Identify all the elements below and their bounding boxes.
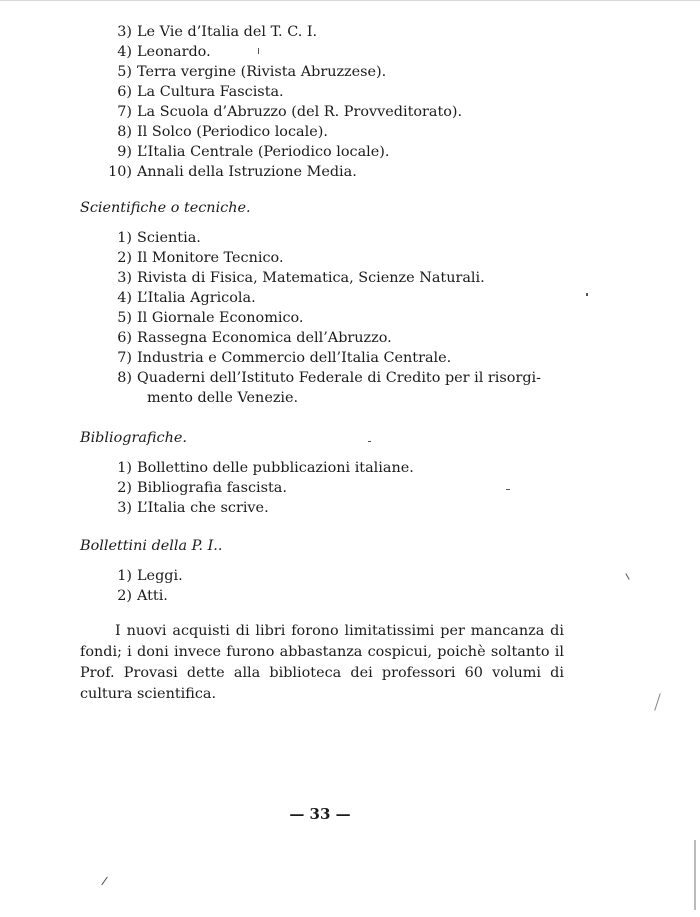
list-item [0,142,700,162]
item-title: Il Solco (Periodico locale). [137,124,328,140]
item-number: 5) [117,64,132,80]
item-title: Rivista di Fisica, Matematica, Scienze Naturali. [137,270,485,286]
item-title: Il Monitore Tecnico. [137,250,284,266]
item-number: 3) [117,24,132,40]
list-item [0,22,700,42]
item-title: Rassegna Economica dell’Abruzzo. [137,330,392,346]
item-number: 9) [117,144,132,160]
scan-speck [654,693,661,710]
scan-speck [258,48,259,54]
item-title [137,368,565,408]
item-number: 5) [117,310,132,326]
scan-speck [101,877,108,886]
scientific-list [0,228,700,408]
list-item [0,498,700,518]
item-title: Scientia. [137,230,201,246]
list-item [0,586,700,606]
list-item [0,248,700,268]
item-title: La Scuola d’Abruzzo (del R. Provveditorato). [137,104,463,120]
list-item [0,42,700,62]
item-number: 2) [117,480,132,496]
list-item [0,348,700,368]
item-number: 7) [117,104,132,120]
item-number: 8) [117,124,132,140]
item-title: Annali della Istruzione Media. [137,164,357,180]
item-number: 1) [117,568,132,584]
item-number: 6) [117,84,132,100]
list-item [0,162,700,182]
list-item [0,478,700,498]
periodicals-list [0,22,700,182]
item-number: 1) [117,460,132,476]
bibliographic-list [0,458,700,518]
item-title: L’Italia Agricola. [137,290,256,306]
item-title: Il Giornale Economico. [137,310,304,326]
scan-speck [368,441,371,442]
item-number: 8) [117,370,132,386]
list-item [0,268,700,288]
item-title: L’Italia che scrive. [137,500,269,516]
scan-speck [506,489,510,490]
item-title: Leonardo. [137,44,211,60]
item-number: 7) [117,350,132,366]
item-title: Terra vergine (Rivista Abruzzese). [137,64,387,80]
item-title: Atti. [137,588,168,604]
item-number: 2) [117,588,132,604]
item-number: 4) [117,44,132,60]
list-item [0,368,700,408]
item-number: 1) [117,230,132,246]
item-number: 2) [117,250,132,266]
item-number: 3) [117,500,132,516]
bulletins-list [0,566,700,606]
list-item [0,308,700,328]
scan-speck [586,293,588,296]
item-title: Bibliografia fascista. [137,480,287,496]
scan-speck [0,0,700,1]
item-title: Leggi. [137,568,183,584]
item-title: Bollettino delle pubblicazioni italiane. [137,460,414,476]
list-item [0,122,700,142]
item-title-continuation: mento delle Venezie. [147,390,299,406]
list-item [0,102,700,122]
list-item [0,228,700,248]
body-paragraph [80,621,564,705]
section-heading-scientific: Scientifiche o tecniche. [80,200,251,216]
page-number: — 33 — [289,805,351,823]
item-title: Le Vie d’Italia del T. C. I. [137,24,318,40]
item-title: Industria e Commercio dell’Italia Centrale. [137,350,452,366]
item-number: 3) [117,270,132,286]
list-item [0,62,700,82]
list-item [0,458,700,478]
item-number: 10) [108,164,132,180]
item-title: L’Italia Centrale (Periodico locale). [137,144,390,160]
item-number: 4) [117,290,132,306]
paragraph-text: I nuovi acquisti di libri forono limitatissimi per mancanza di fondi; i doni invece furono abbastanza cospicui, poichè soltanto il Prof. Provasi dette alla biblioteca dei professori 60 volumi di cultura scientifica. [80,623,564,702]
list-item [0,82,700,102]
item-title-line: Quaderni dell’Istituto Federale di Credito per il risorgi- [137,370,542,386]
section-heading-bulletins: Bollettini della P. I.. [80,538,223,554]
section-heading-bibliographic: Bibliografiche. [80,430,187,446]
item-title: La Cultura Fascista. [137,84,284,100]
list-item [0,566,700,586]
list-item [0,328,700,348]
list-item [0,288,700,308]
item-number: 6) [117,330,132,346]
scan-speck [694,840,696,910]
